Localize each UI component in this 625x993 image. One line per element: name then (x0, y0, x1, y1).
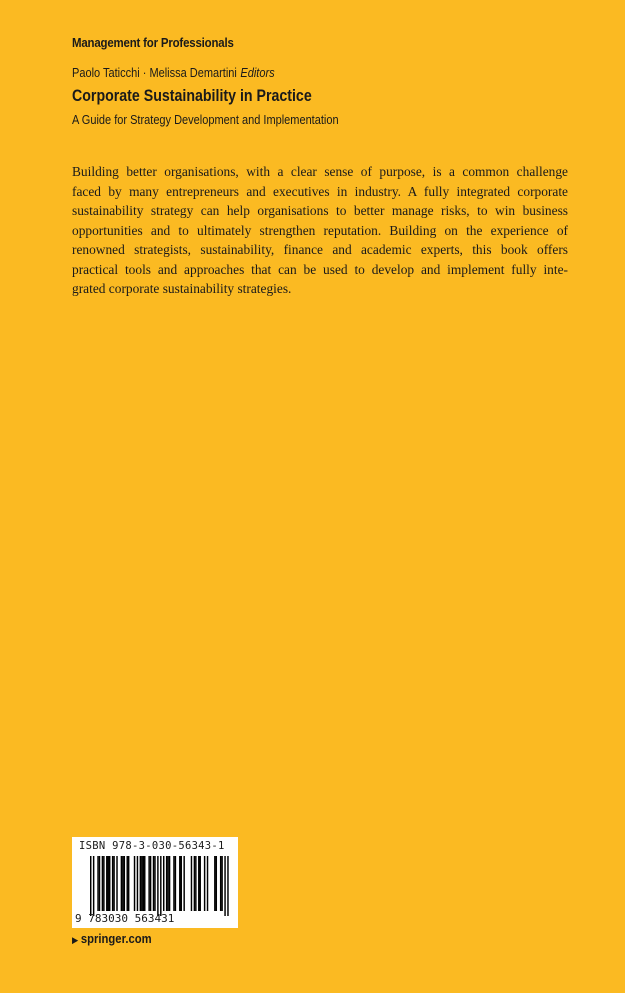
barcode-bar (93, 856, 94, 916)
barcode-bar (97, 856, 98, 911)
barcode-bar (191, 856, 192, 911)
barcode-bar (108, 856, 109, 911)
barcode-bar (157, 856, 158, 916)
barcode-bar (122, 856, 123, 911)
blurb-line: practical tools and approaches that can be used to develop and implement fully inte- (72, 261, 568, 277)
blurb-line: Building better organisations, with a clear sense of purpose, is a common challenge (72, 164, 568, 179)
barcode-bar (154, 856, 155, 911)
barcode-bar (90, 856, 91, 916)
book-title: Corporate Sustainability in Practice (72, 87, 312, 105)
publisher-url: springer.com (80, 932, 152, 946)
book-blurb (72, 162, 568, 299)
barcode-bar (204, 856, 205, 911)
blurb-line: grated corporate sustainability strategies. (72, 281, 292, 296)
isbn-barcode (72, 837, 238, 928)
barcode-bar (121, 856, 122, 911)
barcode-bar (127, 856, 128, 911)
barcode-bar (181, 856, 182, 911)
editors-line (72, 66, 275, 80)
barcode-bar (112, 856, 113, 911)
barcode-bar (175, 856, 176, 911)
barcode-bar (179, 856, 180, 911)
barcode-bar (144, 856, 145, 911)
barcode-bar (141, 856, 142, 911)
editor-names: Paolo Taticchi · Melissa Demartini (72, 66, 237, 80)
barcode-bar (128, 856, 129, 911)
barcode-bar (106, 856, 107, 911)
blurb-line: faced by many entrepreneurs and executives in industry. A fully integrated corporate (72, 183, 568, 199)
barcode-bar (163, 856, 164, 911)
barcode-bar (153, 856, 154, 911)
series-title: Management for Professionals (72, 35, 234, 50)
publisher-link[interactable] (72, 932, 152, 946)
blurb-line: sustainability strategy can help organisations to better manage risks, to win business (72, 203, 568, 218)
barcode-bar (227, 856, 228, 916)
blurb-line: renowned strategists, sustainability, finance and academic experts, this book offers (72, 242, 568, 257)
barcode-bar (169, 856, 170, 911)
barcode-bar (214, 856, 215, 911)
barcode-bar (124, 856, 125, 911)
barcode-bar (102, 856, 103, 911)
barcode-bar (140, 856, 141, 911)
barcode-bar (116, 856, 117, 911)
barcode-bar (221, 856, 222, 911)
barcode-bar (200, 856, 201, 911)
barcode-bar (166, 856, 167, 911)
barcode-bar (207, 856, 208, 911)
barcode-bar (137, 856, 138, 911)
blurb-line: opportunities and to ultimately strengthen reputation. Building on the experience of (72, 222, 568, 238)
barcode-bar (160, 856, 161, 916)
barcode-digits: 9 783030 563431 (75, 912, 175, 925)
barcode-bar (224, 856, 225, 916)
barcode-bar (183, 856, 184, 911)
barcode-bar (198, 856, 199, 911)
barcode-bar (109, 856, 110, 911)
barcode-bar (143, 856, 144, 911)
triangle-right-icon: ▶ (72, 935, 79, 945)
barcode-bar (150, 856, 151, 911)
barcode-bar (148, 856, 149, 911)
barcode-bar (99, 856, 100, 911)
barcode-bar (167, 856, 168, 911)
barcode-bar (173, 856, 174, 911)
barcode-bar (134, 856, 135, 911)
barcode-bar (195, 856, 196, 911)
barcode-bar (113, 856, 114, 911)
barcode-bar (194, 856, 195, 911)
isbn-label: ISBN 978-3-030-56343-1 (79, 840, 225, 852)
book-subtitle: A Guide for Strategy Development and Implementation (72, 113, 339, 127)
barcode-bar (103, 856, 104, 911)
barcode-bar (220, 856, 221, 911)
barcode-bar (216, 856, 217, 911)
editors-role: Editors (240, 66, 275, 80)
